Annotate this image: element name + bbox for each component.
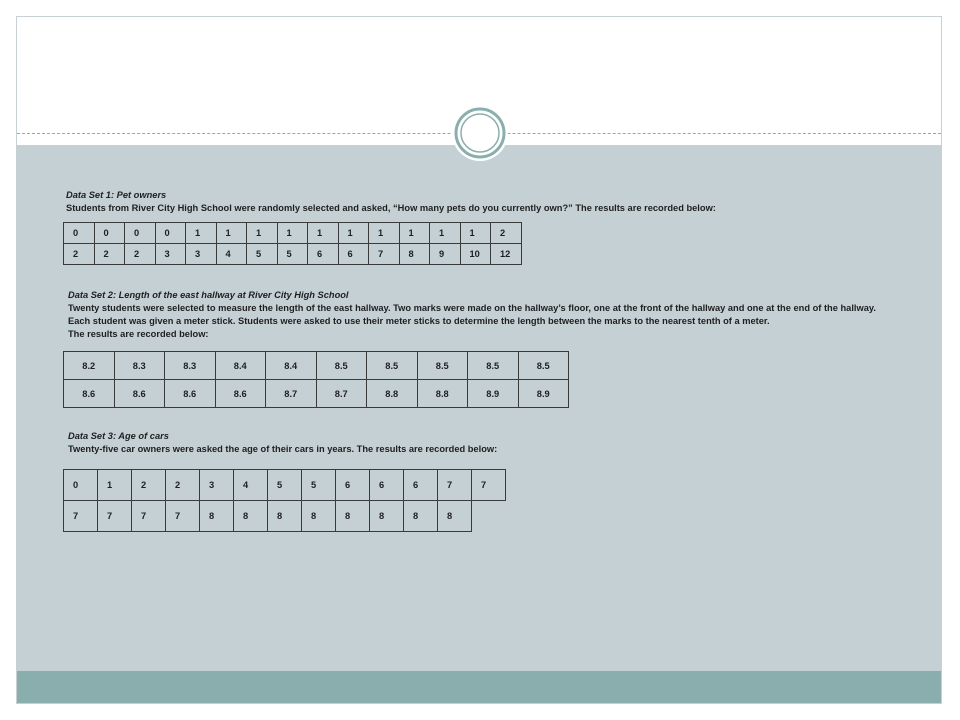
dataset1-description: Students from River City High School were randomly selected and asked, “How many pets do you currently own?” The results are recorded below:: [66, 203, 716, 213]
table-cell: 8.6: [215, 380, 266, 408]
table-cell: 7: [438, 470, 472, 501]
dataset2-line-3: The results are recorded below:: [68, 329, 209, 339]
table-cell: 3: [155, 244, 186, 265]
table-row: [64, 352, 569, 380]
table-cell: 6: [336, 470, 370, 501]
table-cell: 8.5: [468, 352, 519, 380]
dataset2-line-2: Each student was given a meter stick. Students were asked to use their meter sticks to determine the length between the marks to the nearest tenth of a meter.: [68, 316, 770, 326]
table-cell: 1: [186, 223, 217, 244]
table-cell: 8: [399, 244, 430, 265]
table-cell: 9: [430, 244, 461, 265]
dataset2-heading: Data Set 2: Length of the east hallway at River City High School: [68, 290, 349, 300]
table-cell: 1: [399, 223, 430, 244]
table-row: [64, 223, 522, 244]
table-cell: 8.5: [316, 352, 367, 380]
table-cell: 8: [200, 501, 234, 532]
table-row: [64, 501, 506, 532]
table-cell: 8.5: [417, 352, 468, 380]
table-cell: 5: [268, 470, 302, 501]
circle-ornament-icon: [451, 104, 509, 162]
table-cell: 8.6: [64, 380, 115, 408]
table-cell: 8: [404, 501, 438, 532]
table-cell: 8.9: [518, 380, 569, 408]
table-cell: 0: [64, 223, 95, 244]
dataset3-description: Twenty-five car owners were asked the age of their cars in years. The results are recorded below:: [68, 444, 498, 454]
table-cell: 8.5: [367, 352, 418, 380]
table-cell: 0: [64, 470, 98, 501]
table-cell: 7: [472, 470, 506, 501]
table-cell: 6: [338, 244, 369, 265]
dataset1-text: [66, 189, 716, 215]
table-cell: 0: [155, 223, 186, 244]
table-cell: 1: [308, 223, 339, 244]
dataset2-table: [63, 351, 569, 408]
table-cell: 8.5: [518, 352, 569, 380]
table-cell: 8.4: [266, 352, 317, 380]
table-cell: 8.3: [165, 352, 216, 380]
table-cell: 8: [336, 501, 370, 532]
table-row: [64, 244, 522, 265]
dataset3-heading: Data Set 3: Age of cars: [68, 431, 169, 441]
table-cell: 7: [369, 244, 400, 265]
table-cell: 8.3: [114, 352, 165, 380]
table-cell: 8.6: [165, 380, 216, 408]
table-cell: 10: [460, 244, 491, 265]
table-cell: 1: [98, 470, 132, 501]
table-cell: 7: [64, 501, 98, 532]
table-cell: 3: [186, 244, 217, 265]
table-cell: 5: [277, 244, 308, 265]
table-row: [64, 380, 569, 408]
table-cell: 2: [94, 244, 125, 265]
table-cell: 7: [166, 501, 200, 532]
dataset1-heading: Data Set 1: Pet owners: [66, 190, 167, 200]
table-cell: 6: [404, 470, 438, 501]
table-cell: 8: [438, 501, 472, 532]
table-cell: 5: [247, 244, 278, 265]
table-cell: 1: [247, 223, 278, 244]
table-cell: 4: [234, 470, 268, 501]
table-cell: 8.7: [266, 380, 317, 408]
table-cell-empty: [472, 501, 506, 532]
table-cell: 1: [460, 223, 491, 244]
table-cell: 1: [277, 223, 308, 244]
table-cell: 2: [491, 223, 522, 244]
dataset3-table: [63, 469, 506, 532]
table-cell: 8: [234, 501, 268, 532]
table-cell: 2: [64, 244, 95, 265]
slide-footer-bar: [17, 671, 941, 703]
table-cell: 8: [302, 501, 336, 532]
table-cell: 8.8: [367, 380, 418, 408]
table-cell: 6: [370, 470, 404, 501]
table-cell: 12: [491, 244, 522, 265]
table-cell: 3: [200, 470, 234, 501]
dataset2-text: [68, 289, 876, 341]
table-cell: 7: [98, 501, 132, 532]
table-cell: 5: [302, 470, 336, 501]
table-cell: 1: [216, 223, 247, 244]
table-cell: 2: [132, 470, 166, 501]
dataset1-table: [63, 222, 522, 265]
table-row: [64, 470, 506, 501]
table-cell: 8.9: [468, 380, 519, 408]
dataset3-text: [68, 430, 497, 456]
table-cell: 8.8: [417, 380, 468, 408]
table-cell: 2: [166, 470, 200, 501]
table-cell: 1: [430, 223, 461, 244]
table-cell: 4: [216, 244, 247, 265]
dataset2-line-1: Twenty students were selected to measure the length of the east hallway. Two marks were made on the hallway’s floor, one at the front of the hallway and one at the end of the hallway.: [68, 303, 876, 313]
table-cell: 1: [369, 223, 400, 244]
table-cell: 8.6: [114, 380, 165, 408]
table-cell: 8: [268, 501, 302, 532]
table-cell: 8.2: [64, 352, 115, 380]
table-cell: 2: [125, 244, 156, 265]
table-cell: 8.7: [316, 380, 367, 408]
table-cell: 8: [370, 501, 404, 532]
table-cell: 0: [94, 223, 125, 244]
table-cell: 6: [308, 244, 339, 265]
table-cell: 8.4: [215, 352, 266, 380]
table-cell: 7: [132, 501, 166, 532]
table-cell: 0: [125, 223, 156, 244]
table-cell: 1: [338, 223, 369, 244]
